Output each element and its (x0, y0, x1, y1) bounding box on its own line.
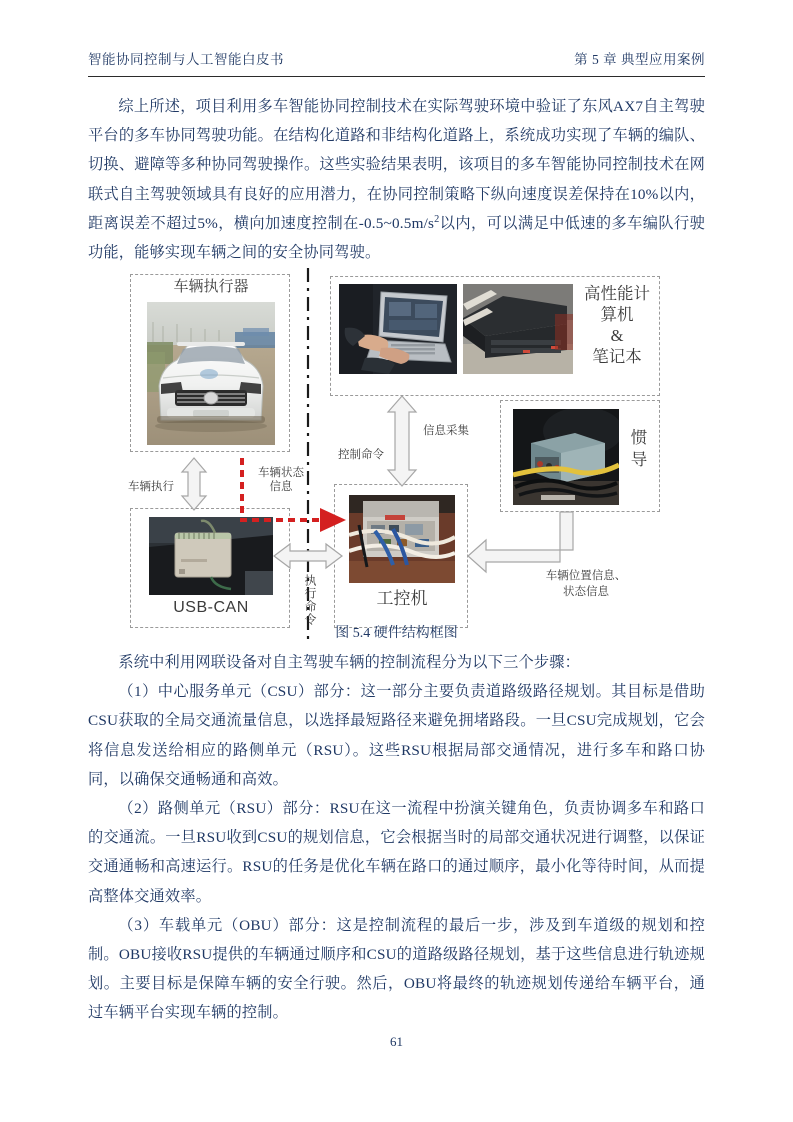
paragraph-rsu: （2）路侧单元（RSU）部分：RSU在这一流程中扮演关键角色，负责协调多车和路口的交通流。一旦RSU收到CSU的规划信息，它会根据当时的局部交通状况进行调整，以保证交通通畅和高速运行。RSU的任务是优化车辆在路口的通过顺序，最小化等待时间，从而提高整体交通效率。 (88, 800, 705, 905)
arrow-vehicle-execute (182, 458, 206, 510)
label-vehicle-state-line-2: 信息 (269, 481, 293, 493)
label-control-command: 控制命令 (338, 449, 384, 461)
paragraph-summary-part1: 综上所述，项目利用多车智能协同控制技术在实际驾驶环境中验证了东风AX7自主驾驶平台的多车协同驾驶功能。在结构化道路和非结构化道路上，系统成功实现了车辆的编队、切换、避障等多种协同驾驶操作。这些实验结果表明，该项目的多车智能协同控制技术在网联式自主驾驶领域具有良好的应用潜力，在协同控制策略下纵向速度误差保持在10%以内，距离误差不超过5%，横向加速度控制在-0.5~0.5m/s (88, 98, 705, 232)
label-vehicle-execute: 车辆执行 (128, 481, 174, 493)
running-head-right: 第 5 章 典型应用案例 (574, 52, 705, 67)
hpc-label-line-2: 算机 (600, 305, 634, 324)
ins-label-line-2: 导 (630, 450, 648, 469)
body-text-bottom (88, 648, 705, 1028)
paragraph-summary (88, 92, 705, 267)
box-ipc-label: 工控机 (376, 589, 428, 608)
hpc-label-line-1: 高性能计 (584, 284, 650, 303)
ins-label-line-1: 惯 (630, 428, 648, 447)
label-vehicle-state-info (248, 466, 314, 494)
box-vehicle-actuator-label: 车辆执行器 (173, 279, 249, 295)
page-number: 61 (390, 1034, 403, 1049)
unit-superscript: 2 (434, 213, 440, 225)
box-usb-can-label: USB-CAN (173, 599, 249, 616)
hpc-label-line-4: 笔记本 (592, 347, 642, 366)
paragraph-csu: （1）中心服务单元（CSU）部分：这一部分主要负责道路级路径规划。其目标是借助CSU获取的全局交通流量信息，以选择最短路径来避免拥堵路段。一旦CSU完成规划，它会将信息发送给相应的路侧单元（RSU）。这些RSU根据局部交通情况，进行多车和路口协同，以确保交通畅通和高效。 (88, 683, 705, 788)
arrow-ins-to-ipc (468, 512, 573, 572)
paragraph-summary-part2: 以内，可以满足中低速的多车编队行驶功能，能够实现车辆之间的安全协同驾驶。 (88, 214, 706, 262)
paragraph-intro-steps: 系统中利用网联设备对自主驾驶车辆的控制流程分为以下三个步骤： (118, 654, 581, 671)
running-head (88, 48, 705, 78)
label-vehicle-pos-state (528, 568, 644, 600)
label-vehicle-pos-line-1: 车辆位置信息、 (545, 570, 627, 582)
label-execute-command: 执行命令 (303, 574, 317, 626)
body-text-top (88, 92, 705, 267)
running-head-left: 智能协同控制与人工智能白皮书 (88, 52, 284, 67)
hpc-label-line-3: & (610, 326, 624, 345)
figure-hardware-architecture (130, 268, 690, 640)
label-vehicle-pos-line-2: 状态信息 (563, 586, 609, 598)
figure-caption: 图 5.4 硬件结构框图 (335, 626, 458, 641)
arrow-control-info (388, 396, 416, 486)
label-info-collection: 信息采集 (423, 425, 469, 437)
label-vehicle-state-line-1: 车辆状态 (258, 467, 304, 479)
paragraph-obu: （3）车载单元（OBU）部分：这是控制流程的最后一步，涉及到车道级的规划和控制。OBU接收RSU提供的车辆通过顺序和CSU的道路级路径规划，基于这些信息进行轨迹规划。主要目标是保障车辆的安全行驶。然后，OBU将最终的轨迹规划传递给车辆平台，通过车辆平台实现车辆的控制。 (88, 916, 705, 1022)
header-rule (88, 76, 705, 77)
